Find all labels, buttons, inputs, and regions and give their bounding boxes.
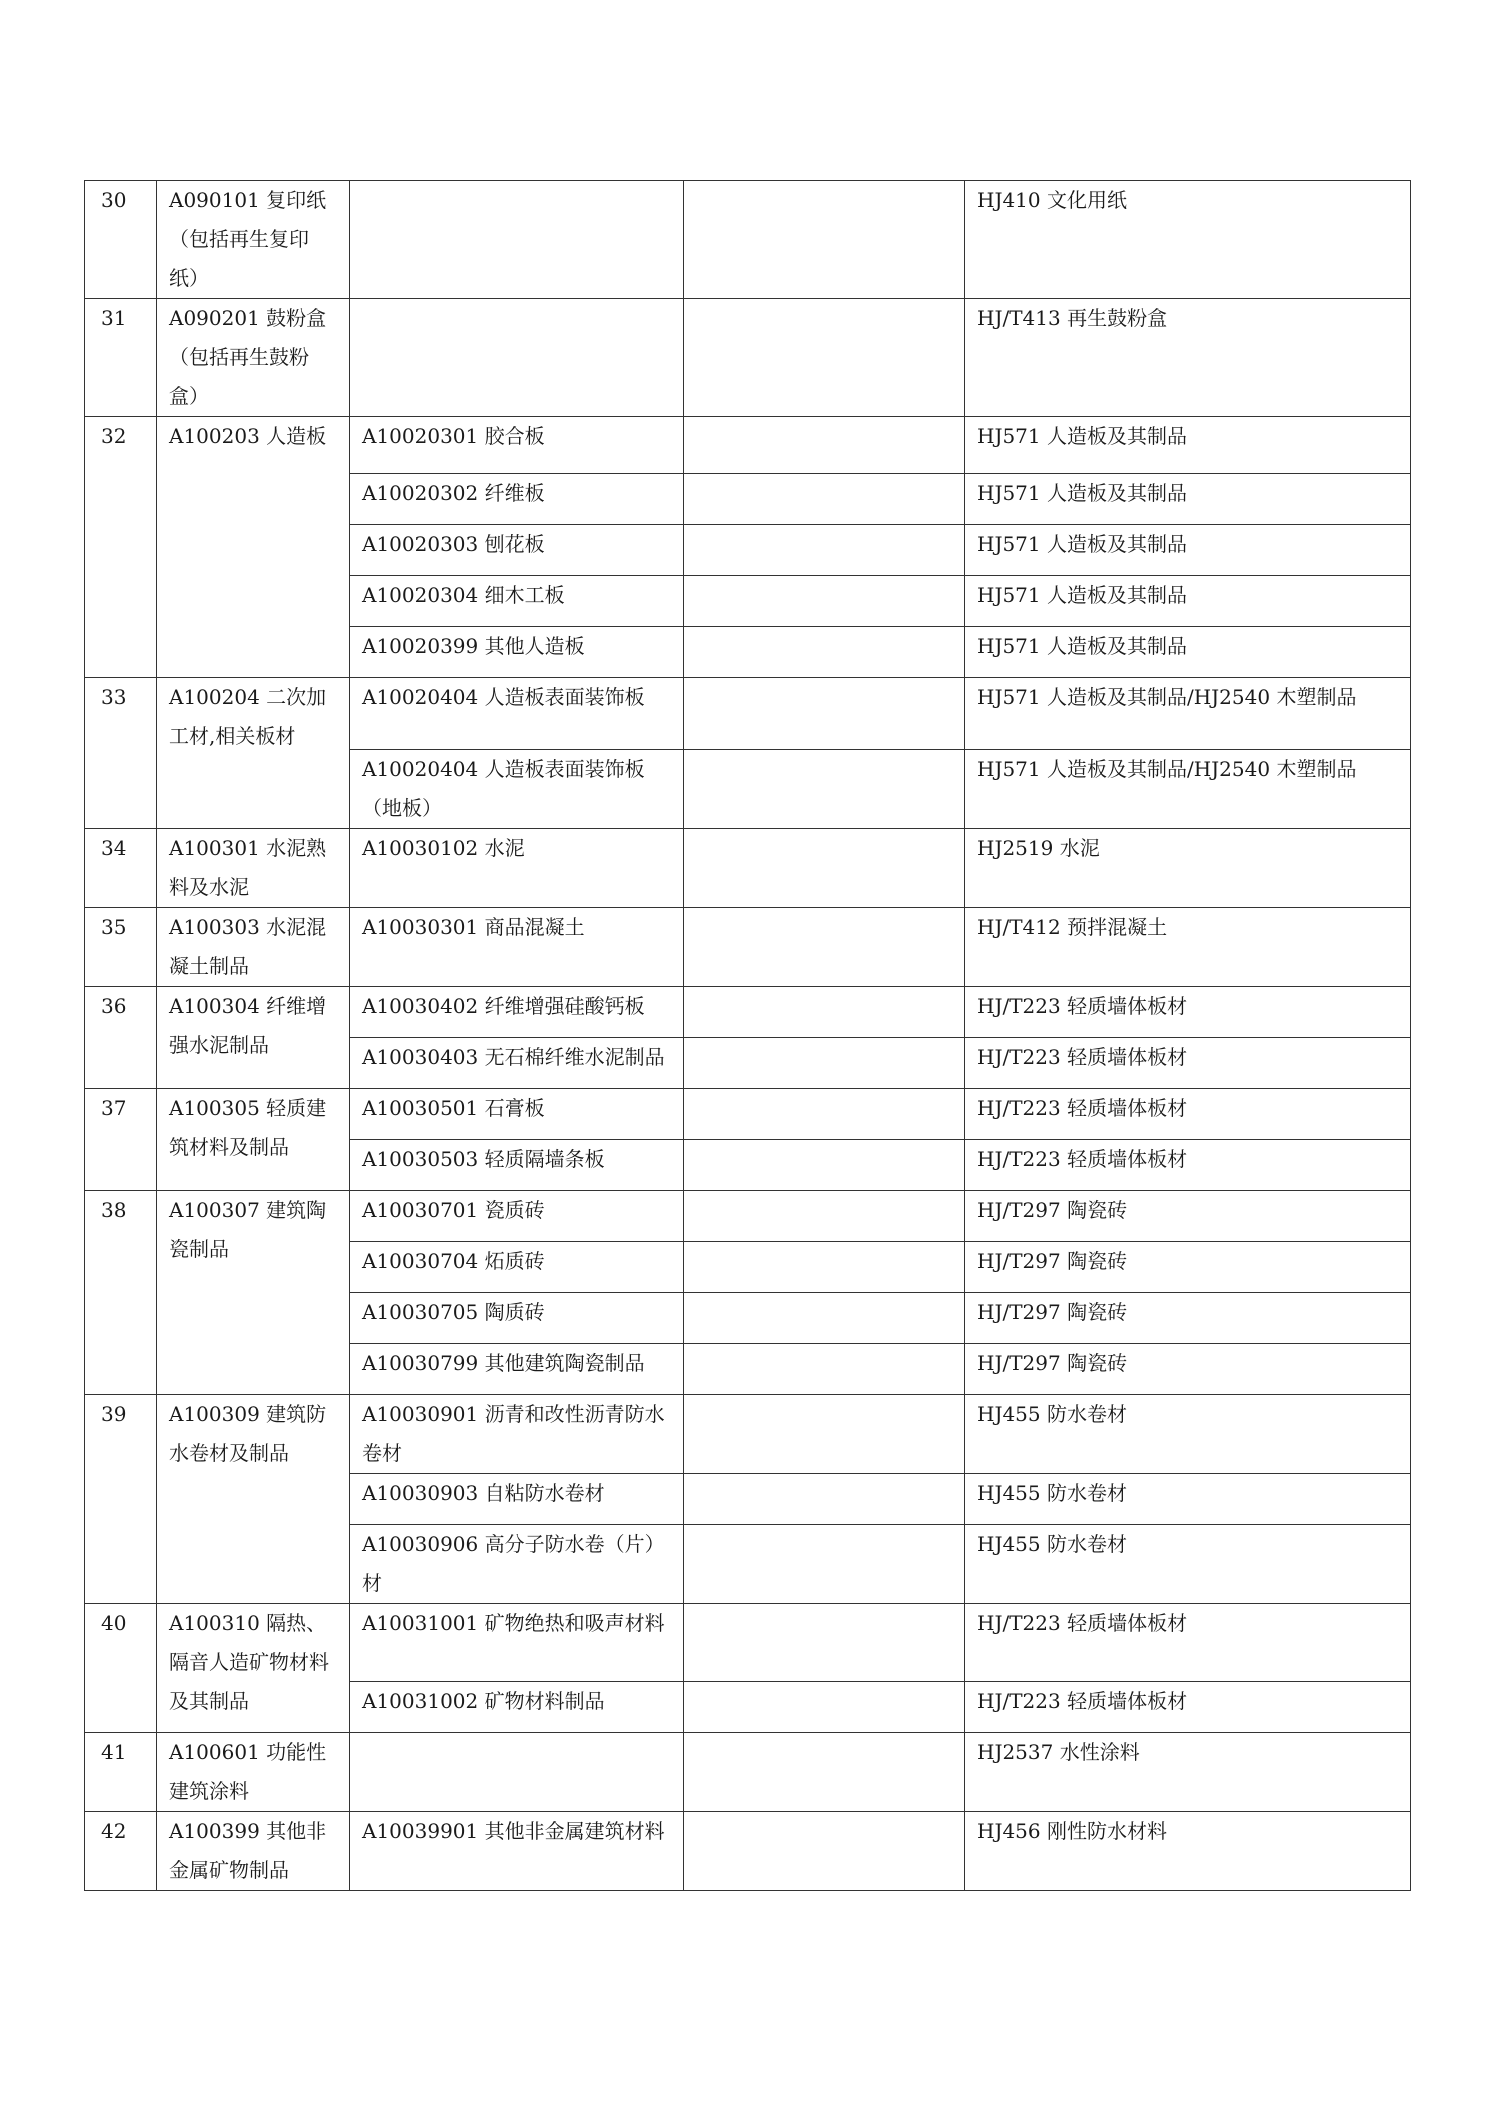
item-code-cell: A10020399 其他人造板 bbox=[350, 627, 684, 678]
standard-cell: HJ571 人造板及其制品 bbox=[965, 576, 1411, 627]
row-number-cell: 30 bbox=[85, 181, 157, 299]
item-code-cell: A10030403 无石棉纤维水泥制品 bbox=[350, 1038, 684, 1089]
note-cell bbox=[684, 1242, 965, 1293]
standard-cell: HJ410 文化用纸 bbox=[965, 181, 1411, 299]
standard-cell: HJ571 人造板及其制品 bbox=[965, 474, 1411, 525]
note-cell bbox=[684, 525, 965, 576]
note-cell bbox=[684, 576, 965, 627]
note-cell bbox=[684, 417, 965, 474]
standard-cell: HJ/T297 陶瓷砖 bbox=[965, 1293, 1411, 1344]
item-code-cell bbox=[350, 181, 684, 299]
table-body bbox=[85, 181, 1411, 1891]
row-number-cell: 33 bbox=[85, 678, 157, 829]
standard-cell: HJ571 人造板及其制品/HJ2540 木塑制品 bbox=[965, 750, 1411, 829]
table-row bbox=[85, 1604, 1411, 1682]
category-cell: A100305 轻质建筑材料及制品 bbox=[157, 1089, 350, 1191]
standard-cell: HJ2537 水性涂料 bbox=[965, 1733, 1411, 1812]
note-cell bbox=[684, 1604, 965, 1682]
category-cell: A100310 隔热、隔音人造矿物材料及其制品 bbox=[157, 1604, 350, 1733]
item-code-cell: A10030901 沥青和改性沥青防水卷材 bbox=[350, 1395, 684, 1474]
note-cell bbox=[684, 1089, 965, 1140]
standard-cell: HJ571 人造板及其制品 bbox=[965, 525, 1411, 576]
standard-cell: HJ571 人造板及其制品/HJ2540 木塑制品 bbox=[965, 678, 1411, 750]
note-cell bbox=[684, 1038, 965, 1089]
category-cell: A100601 功能性建筑涂料 bbox=[157, 1733, 350, 1812]
standard-cell: HJ571 人造板及其制品 bbox=[965, 417, 1411, 474]
item-code-cell: A10020301 胶合板 bbox=[350, 417, 684, 474]
standard-cell: HJ455 防水卷材 bbox=[965, 1525, 1411, 1604]
table-row bbox=[85, 181, 1411, 299]
note-cell bbox=[684, 1344, 965, 1395]
table-row bbox=[85, 678, 1411, 750]
standard-cell: HJ/T223 轻质墙体板材 bbox=[965, 1140, 1411, 1191]
item-code-cell bbox=[350, 1733, 684, 1812]
category-cell: A100309 建筑防水卷材及制品 bbox=[157, 1395, 350, 1604]
table-row bbox=[85, 1191, 1411, 1242]
standard-cell: HJ571 人造板及其制品 bbox=[965, 627, 1411, 678]
standard-cell: HJ456 刚性防水材料 bbox=[965, 1812, 1411, 1891]
row-number-cell: 39 bbox=[85, 1395, 157, 1604]
table-row bbox=[85, 908, 1411, 987]
note-cell bbox=[684, 1682, 965, 1733]
standard-cell: HJ/T297 陶瓷砖 bbox=[965, 1242, 1411, 1293]
item-code-cell: A10020303 刨花板 bbox=[350, 525, 684, 576]
note-cell bbox=[684, 181, 965, 299]
standard-cell: HJ/T223 轻质墙体板材 bbox=[965, 987, 1411, 1038]
table-row bbox=[85, 1089, 1411, 1140]
table-row bbox=[85, 829, 1411, 908]
category-cell: A100203 人造板 bbox=[157, 417, 350, 678]
item-code-cell: A10020304 细木工板 bbox=[350, 576, 684, 627]
item-code-cell: A10020302 纤维板 bbox=[350, 474, 684, 525]
note-cell bbox=[684, 1733, 965, 1812]
table-row bbox=[85, 1395, 1411, 1474]
note-cell bbox=[684, 908, 965, 987]
note-cell bbox=[684, 1525, 965, 1604]
table-row bbox=[85, 417, 1411, 474]
category-cell: A090201 鼓粉盒（包括再生鼓粉盒） bbox=[157, 299, 350, 417]
row-number-cell: 42 bbox=[85, 1812, 157, 1891]
item-code-cell: A10030903 自粘防水卷材 bbox=[350, 1474, 684, 1525]
item-code-cell: A10030102 水泥 bbox=[350, 829, 684, 908]
row-number-cell: 34 bbox=[85, 829, 157, 908]
row-number-cell: 36 bbox=[85, 987, 157, 1089]
category-cell: A100301 水泥熟料及水泥 bbox=[157, 829, 350, 908]
row-number-cell: 38 bbox=[85, 1191, 157, 1395]
note-cell bbox=[684, 627, 965, 678]
item-code-cell: A10030799 其他建筑陶瓷制品 bbox=[350, 1344, 684, 1395]
category-cell: A100399 其他非金属矿物制品 bbox=[157, 1812, 350, 1891]
category-cell: A090101 复印纸（包括再生复印纸） bbox=[157, 181, 350, 299]
row-number-cell: 32 bbox=[85, 417, 157, 678]
table-row bbox=[85, 299, 1411, 417]
note-cell bbox=[684, 829, 965, 908]
standard-cell: HJ2519 水泥 bbox=[965, 829, 1411, 908]
item-code-cell bbox=[350, 299, 684, 417]
table-row bbox=[85, 987, 1411, 1038]
item-code-cell: A10020404 人造板表面装饰板 bbox=[350, 678, 684, 750]
item-code-cell: A10031001 矿物绝热和吸声材料 bbox=[350, 1604, 684, 1682]
note-cell bbox=[684, 1395, 965, 1474]
standard-cell: HJ/T223 轻质墙体板材 bbox=[965, 1038, 1411, 1089]
standard-cell: HJ455 防水卷材 bbox=[965, 1395, 1411, 1474]
item-code-cell: A10030701 瓷质砖 bbox=[350, 1191, 684, 1242]
note-cell bbox=[684, 1140, 965, 1191]
row-number-cell: 40 bbox=[85, 1604, 157, 1733]
row-number-cell: 31 bbox=[85, 299, 157, 417]
item-code-cell: A10031002 矿物材料制品 bbox=[350, 1682, 684, 1733]
category-cell: A100307 建筑陶瓷制品 bbox=[157, 1191, 350, 1395]
item-code-cell: A10030301 商品混凝土 bbox=[350, 908, 684, 987]
note-cell bbox=[684, 750, 965, 829]
item-code-cell: A10030704 炻质砖 bbox=[350, 1242, 684, 1293]
standard-cell: HJ/T297 陶瓷砖 bbox=[965, 1344, 1411, 1395]
note-cell bbox=[684, 678, 965, 750]
standard-cell: HJ455 防水卷材 bbox=[965, 1474, 1411, 1525]
standard-cell: HJ/T413 再生鼓粉盒 bbox=[965, 299, 1411, 417]
note-cell bbox=[684, 1812, 965, 1891]
note-cell bbox=[684, 299, 965, 417]
row-number-cell: 35 bbox=[85, 908, 157, 987]
category-cell: A100304 纤维增强水泥制品 bbox=[157, 987, 350, 1089]
row-number-cell: 37 bbox=[85, 1089, 157, 1191]
table-row bbox=[85, 1733, 1411, 1812]
item-code-cell: A10030705 陶质砖 bbox=[350, 1293, 684, 1344]
standard-cell: HJ/T223 轻质墙体板材 bbox=[965, 1089, 1411, 1140]
standard-cell: HJ/T223 轻质墙体板材 bbox=[965, 1604, 1411, 1682]
note-cell bbox=[684, 1293, 965, 1344]
standards-table bbox=[84, 180, 1411, 1891]
note-cell bbox=[684, 987, 965, 1038]
note-cell bbox=[684, 1474, 965, 1525]
item-code-cell: A10030503 轻质隔墙条板 bbox=[350, 1140, 684, 1191]
item-code-cell: A10030402 纤维增强硅酸钙板 bbox=[350, 987, 684, 1038]
row-number-cell: 41 bbox=[85, 1733, 157, 1812]
item-code-cell: A10030906 高分子防水卷（片）材 bbox=[350, 1525, 684, 1604]
standard-cell: HJ/T412 预拌混凝土 bbox=[965, 908, 1411, 987]
note-cell bbox=[684, 1191, 965, 1242]
item-code-cell: A10020404 人造板表面装饰板（地板） bbox=[350, 750, 684, 829]
standard-cell: HJ/T297 陶瓷砖 bbox=[965, 1191, 1411, 1242]
item-code-cell: A10039901 其他非金属建筑材料 bbox=[350, 1812, 684, 1891]
item-code-cell: A10030501 石膏板 bbox=[350, 1089, 684, 1140]
standard-cell: HJ/T223 轻质墙体板材 bbox=[965, 1682, 1411, 1733]
note-cell bbox=[684, 474, 965, 525]
table-row bbox=[85, 1812, 1411, 1891]
category-cell: A100204 二次加工材,相关板材 bbox=[157, 678, 350, 829]
category-cell: A100303 水泥混凝土制品 bbox=[157, 908, 350, 987]
